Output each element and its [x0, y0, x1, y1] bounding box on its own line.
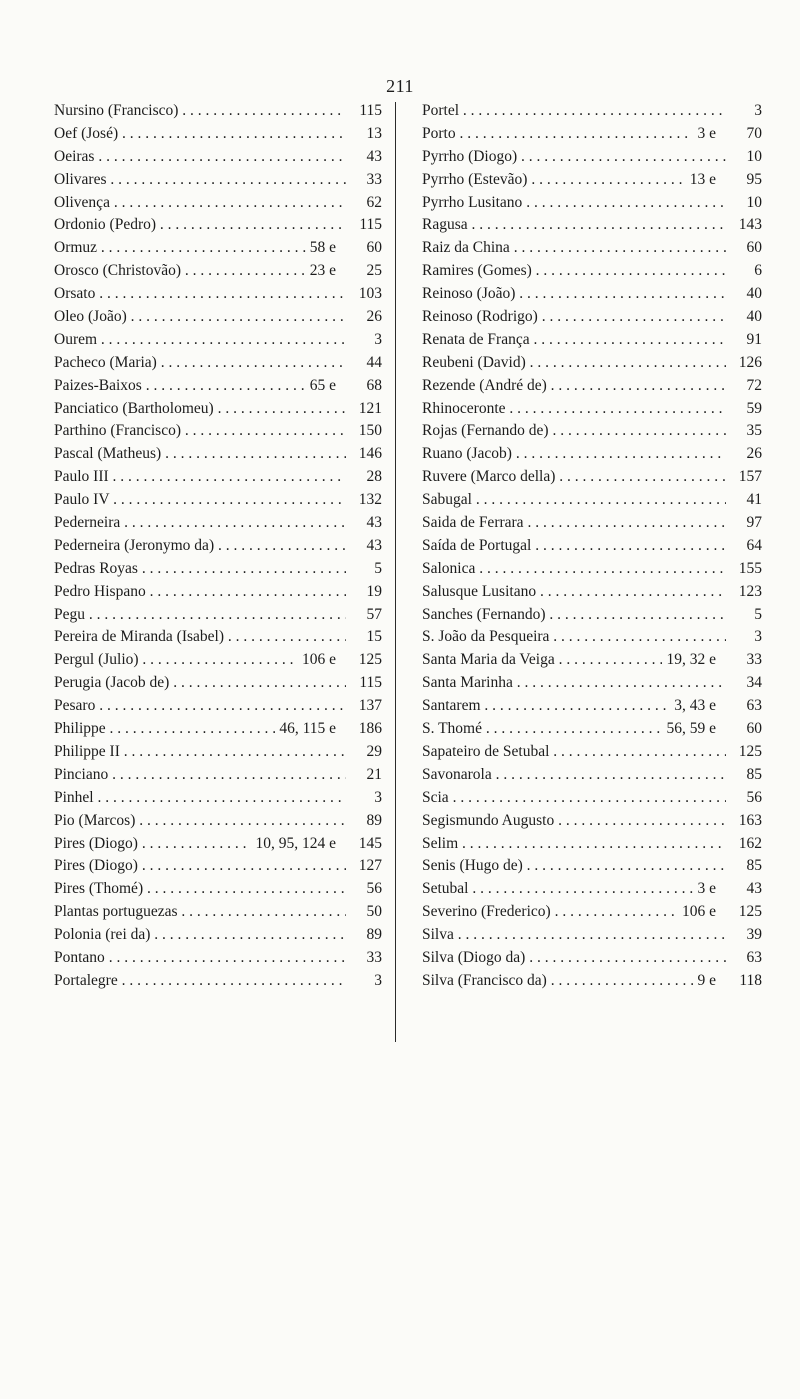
entry-page-number: 97 [746, 514, 762, 532]
entry-page-number: 125 [738, 903, 762, 921]
entry-page-refs: 106 e [678, 903, 726, 921]
entry-name: Severino (Frederico) . . . [422, 903, 678, 921]
index-entry [54, 308, 382, 331]
index-entry [422, 949, 762, 972]
index-entry [54, 949, 382, 972]
entry-page-number: 95 [746, 170, 762, 188]
index-entry [54, 445, 382, 468]
entry-page-number: 43 [366, 536, 382, 554]
entry-page-number: 56 [746, 788, 762, 806]
entry-page-number: 163 [738, 811, 762, 829]
index-entry [54, 468, 382, 491]
index-entry [422, 835, 762, 858]
page-number: 211 [386, 76, 414, 96]
entry-name: Rojas (Fernando de) . . . [422, 422, 726, 440]
entry-page-number: 33 [746, 651, 762, 669]
entry-page-number: 85 [746, 765, 762, 783]
index-entry [422, 628, 762, 651]
entry-name: Pederneira . . . [54, 514, 346, 532]
entry-page-refs: 13 e [686, 171, 726, 189]
entry-page-number: 121 [358, 399, 382, 417]
entry-name: Perugia (Jacob de) . . . [54, 674, 346, 692]
index-entry [422, 125, 762, 148]
index-entry [54, 354, 382, 377]
index-entry [54, 285, 382, 308]
entry-page-refs: 106 e [298, 651, 346, 669]
index-entry [422, 606, 762, 629]
entry-name: Portel . . . [422, 102, 726, 120]
entry-name: Orsato . . . [54, 285, 346, 303]
entry-page-number: 72 [746, 376, 762, 394]
index-entry [54, 422, 382, 445]
entry-page-number: 34 [746, 674, 762, 692]
entry-page-number: 43 [366, 147, 382, 165]
entry-name: Sanches (Fernando) . . . [422, 606, 726, 624]
index-entry [422, 285, 762, 308]
entry-name: Pesaro . . . [54, 697, 346, 715]
entry-page-number: 115 [359, 102, 382, 119]
index-entry [54, 697, 382, 720]
entry-name: Pegu . . . [54, 606, 346, 624]
entry-page-number: 70 [746, 124, 762, 142]
index-entry [54, 125, 382, 148]
entry-name: Renata de França . . . [422, 331, 726, 349]
index-entry [54, 651, 382, 674]
entry-name: Paizes-Baixos . . . [54, 377, 306, 395]
entry-name: Salonica . . . [422, 560, 726, 578]
entry-page-number: 63 [746, 697, 762, 715]
entry-name: Panciatico (Bartholomeu) . . . [54, 400, 346, 418]
index-column-right [422, 102, 762, 995]
entry-name: Ourem . . . [54, 331, 346, 349]
index-entry [422, 972, 762, 995]
entry-page-refs: 19, 32 e [662, 651, 726, 669]
index-entry [422, 331, 762, 354]
entry-name: Paulo IV . . . [54, 491, 346, 509]
entry-page-number: 6 [754, 262, 762, 280]
entry-page-number: 62 [366, 193, 382, 211]
entry-name: Nursino (Francisco) . . . [54, 102, 346, 120]
index-column-left [54, 102, 382, 995]
entry-name: Ormuz . . . [54, 239, 306, 257]
entry-page-number: 3 [754, 628, 762, 646]
entry-name: Segismundo Augusto . . . [422, 812, 726, 830]
entry-page-number: 39 [746, 926, 762, 944]
index-entry [54, 743, 382, 766]
entry-name: Ramires (Gomes) . . . [422, 262, 726, 280]
entry-name: Sapateiro de Setubal . . . [422, 743, 726, 761]
index-entry [422, 674, 762, 697]
entry-name: Pedras Royas . . . [54, 560, 346, 578]
entry-name: Pereira de Miranda (Isabel) . . . [54, 628, 346, 646]
index-entry [422, 560, 762, 583]
index-entry [422, 468, 762, 491]
index-entry [54, 194, 382, 217]
entry-page-number: 186 [358, 720, 382, 738]
entry-name: Philippe II . . . [54, 743, 346, 761]
index-entry [54, 262, 382, 285]
index-entry [54, 972, 382, 995]
entry-page-number: 40 [746, 308, 762, 326]
index-entry [54, 400, 382, 423]
entry-page-number: 85 [746, 857, 762, 875]
entry-page-refs: 10, 95, 124 e [251, 835, 346, 853]
entry-page-number: 15 [366, 628, 382, 646]
entry-page-number: 57 [366, 605, 382, 623]
index-entry [54, 102, 382, 125]
entry-page-number: 89 [366, 926, 382, 944]
entry-name: Silva (Diogo da) . . . [422, 949, 726, 967]
entry-name: Porto . . . [422, 125, 693, 143]
entry-name: Pinhel . . . [54, 789, 346, 807]
entry-name: Oef (José) . . . [54, 125, 346, 143]
index-entry [422, 720, 762, 743]
index-entry [54, 514, 382, 537]
entry-page-number: 143 [738, 216, 762, 234]
entry-page-number: 137 [358, 697, 382, 715]
index-entry [54, 835, 382, 858]
entry-name: Pacheco (Maria) . . . [54, 354, 346, 372]
entry-page-refs: 56, 59 e [662, 720, 726, 738]
entry-name: Santarem . . . [422, 697, 670, 715]
entry-name: Pinciano . . . [54, 766, 346, 784]
index-entry [54, 857, 382, 880]
entry-name: Pio (Marcos) . . . [54, 812, 346, 830]
entry-name: Saida de Ferrara . . . [422, 514, 726, 532]
entry-page-number: 3 [754, 102, 762, 119]
index-entry [54, 148, 382, 171]
index-entry [422, 743, 762, 766]
index-entry [422, 812, 762, 835]
index-entry [54, 583, 382, 606]
entry-page-refs: 3 e [693, 125, 726, 143]
index-entry [422, 857, 762, 880]
index-entry [54, 377, 382, 400]
entry-page-refs: 46, 115 e [275, 720, 346, 738]
entry-name: Ruano (Jacob) . . . [422, 445, 726, 463]
entry-page-number: 41 [746, 491, 762, 509]
entry-page-number: 21 [366, 765, 382, 783]
entry-page-number: 118 [739, 971, 762, 989]
index-entry [422, 239, 762, 262]
index-entry [422, 194, 762, 217]
entry-page-number: 28 [366, 468, 382, 486]
index-entry [422, 537, 762, 560]
entry-name: Pires (Diogo) . . . [54, 835, 251, 853]
entry-page-refs: 9 e [693, 972, 726, 990]
entry-name: Polonia (rei da) . . . [54, 926, 346, 944]
entry-name: Olivares . . . [54, 171, 346, 189]
entry-name: Silva (Francisco da) . . . [422, 972, 693, 990]
entry-name: Reinoso (João) . . . [422, 285, 726, 303]
entry-page-number: 146 [358, 445, 382, 463]
entry-name: Savonarola . . . [422, 766, 726, 784]
entry-page-number: 157 [738, 468, 762, 486]
entry-name: Sabugal . . . [422, 491, 726, 509]
entry-name: Pergul (Julio) . . . [54, 651, 298, 669]
entry-name: Reubeni (David) . . . [422, 354, 726, 372]
entry-page-number: 33 [366, 948, 382, 966]
index-entry [422, 400, 762, 423]
index-entry [54, 491, 382, 514]
index-entry [54, 606, 382, 629]
entry-page-number: 155 [738, 559, 762, 577]
entry-page-number: 103 [358, 285, 382, 303]
index-entry [422, 514, 762, 537]
entry-name: Senis (Hugo de) . . . [422, 857, 726, 875]
entry-page-number: 50 [366, 903, 382, 921]
entry-name: Pyrrho Lusitano . . . [422, 194, 726, 212]
entry-page-number: 5 [754, 605, 762, 623]
entry-page-number: 150 [358, 422, 382, 440]
entry-page-number: 25 [366, 262, 382, 280]
entry-page-number: 63 [746, 948, 762, 966]
entry-page-number: 123 [738, 582, 762, 600]
entry-name: Plantas portuguezas . . . [54, 903, 346, 921]
entry-name: Orosco (Christovão) . . . [54, 262, 306, 280]
entry-name: Saída de Portugal . . . [422, 537, 726, 555]
entry-page-refs: 3, 43 e [670, 697, 726, 715]
entry-page-number: 64 [746, 536, 762, 554]
entry-name: Rezende (André de) . . . [422, 377, 726, 395]
entry-page-number: 127 [358, 857, 382, 875]
entry-page-number: 89 [366, 811, 382, 829]
index-entry [54, 560, 382, 583]
entry-page-number: 60 [366, 239, 382, 257]
index-entry [422, 422, 762, 445]
index-entry [422, 377, 762, 400]
entry-page-number: 29 [366, 742, 382, 760]
entry-name: S. Thomé . . . [422, 720, 662, 738]
entry-name: Rhinoceronte . . . [422, 400, 726, 418]
entry-name: Silva . . . [422, 926, 726, 944]
entry-page-number: 56 [366, 880, 382, 898]
index-entry [54, 216, 382, 239]
entry-name: Salusque Lusitano . . . [422, 583, 726, 601]
entry-name: Raiz da China . . . [422, 239, 726, 257]
index-entry [54, 880, 382, 903]
index-entry [422, 766, 762, 789]
entry-page-number: 44 [366, 353, 382, 371]
entry-page-number: 115 [359, 674, 382, 692]
entry-page-number: 115 [359, 216, 382, 234]
index-entry [422, 216, 762, 239]
entry-page-number: 68 [366, 376, 382, 394]
entry-name: Ruvere (Marco della) . . . [422, 468, 726, 486]
entry-page-number: 3 [374, 971, 382, 989]
entry-page-refs: 65 e [306, 377, 346, 395]
entry-page-number: 10 [746, 193, 762, 211]
index-entry [54, 789, 382, 812]
entry-name: Setubal . . . [422, 880, 693, 898]
index-entry [54, 720, 382, 743]
entry-page-number: 43 [746, 880, 762, 898]
index-entry [54, 537, 382, 560]
index-entry [422, 102, 762, 125]
index-entry [422, 445, 762, 468]
entry-name: Reinoso (Rodrigo) . . . [422, 308, 726, 326]
entry-page-refs: 58 e [306, 239, 346, 257]
entry-name: Oeiras . . . [54, 148, 346, 166]
entry-page-number: 3 [374, 330, 382, 348]
entry-page-number: 35 [746, 422, 762, 440]
entry-page-number: 125 [358, 651, 382, 669]
entry-name: Pires (Thomé) . . . [54, 880, 346, 898]
entry-name: Pyrrho (Estevão) . . . [422, 171, 686, 189]
entry-name: Scia . . . [422, 789, 726, 807]
entry-page-number: 60 [746, 720, 762, 738]
entry-page-number: 19 [366, 582, 382, 600]
entry-name: Santa Marinha . . . [422, 674, 726, 692]
entry-page-refs: 23 e [306, 262, 346, 280]
entry-name: Pascal (Matheus) . . . [54, 445, 346, 463]
index-entry [54, 812, 382, 835]
index-entry [422, 583, 762, 606]
entry-page-refs: 3 e [693, 880, 726, 898]
entry-page-number: 91 [746, 330, 762, 348]
entry-name: Paulo III . . . [54, 468, 346, 486]
index-entry [422, 308, 762, 331]
entry-page-number: 60 [746, 239, 762, 257]
entry-name: Selim . . . [422, 835, 726, 853]
entry-page-number: 13 [366, 124, 382, 142]
entry-name: Pedro Hispano . . . [54, 583, 346, 601]
entry-page-number: 59 [746, 399, 762, 417]
index-entry [422, 148, 762, 171]
index-entry [54, 331, 382, 354]
index-entry [422, 880, 762, 903]
entry-page-number: 162 [738, 834, 762, 852]
entry-name: Portalegre . . . [54, 972, 346, 990]
column-divider [395, 102, 396, 1042]
entry-page-number: 3 [374, 788, 382, 806]
index-entry [422, 651, 762, 674]
index-entry [422, 903, 762, 926]
entry-name: Olivença . . . [54, 194, 346, 212]
entry-page-number: 43 [366, 514, 382, 532]
entry-name: Oleo (João) . . . [54, 308, 346, 326]
index-entry [54, 766, 382, 789]
index-entry [54, 926, 382, 949]
entry-name: Pires (Diogo) . . . [54, 857, 346, 875]
entry-page-number: 132 [358, 491, 382, 509]
entry-page-number: 33 [366, 170, 382, 188]
index-entry [422, 491, 762, 514]
entry-page-number: 26 [366, 308, 382, 326]
entry-name: Pyrrho (Diogo) . . . [422, 148, 726, 166]
entry-name: Pontano . . . [54, 949, 346, 967]
entry-page-number: 125 [738, 742, 762, 760]
entry-page-number: 126 [738, 353, 762, 371]
entry-name: Ragusa . . . [422, 216, 726, 234]
entry-name: Santa Maria da Veiga . . . [422, 651, 662, 669]
entry-name: S. João da Pesqueira . . . [422, 628, 726, 646]
index-entry [422, 262, 762, 285]
entry-page-number: 5 [374, 559, 382, 577]
index-entry [422, 926, 762, 949]
index-entry [54, 903, 382, 926]
index-entry [422, 354, 762, 377]
index-entry [422, 171, 762, 194]
entry-page-number: 40 [746, 285, 762, 303]
index-entry [422, 789, 762, 812]
index-entry [422, 697, 762, 720]
entry-name: Parthino (Francisco) . . . [54, 422, 346, 440]
entry-page-number: 145 [358, 834, 382, 852]
entry-name: Pederneira (Jeronymo da) . . . [54, 537, 346, 555]
entry-page-number: 26 [746, 445, 762, 463]
index-entry [54, 674, 382, 697]
index-entry [54, 239, 382, 262]
entry-page-number: 10 [746, 147, 762, 165]
index-entry [54, 628, 382, 651]
index-entry [54, 171, 382, 194]
entry-name: Philippe . . . [54, 720, 275, 738]
entry-name: Ordonio (Pedro) . . . [54, 216, 346, 234]
